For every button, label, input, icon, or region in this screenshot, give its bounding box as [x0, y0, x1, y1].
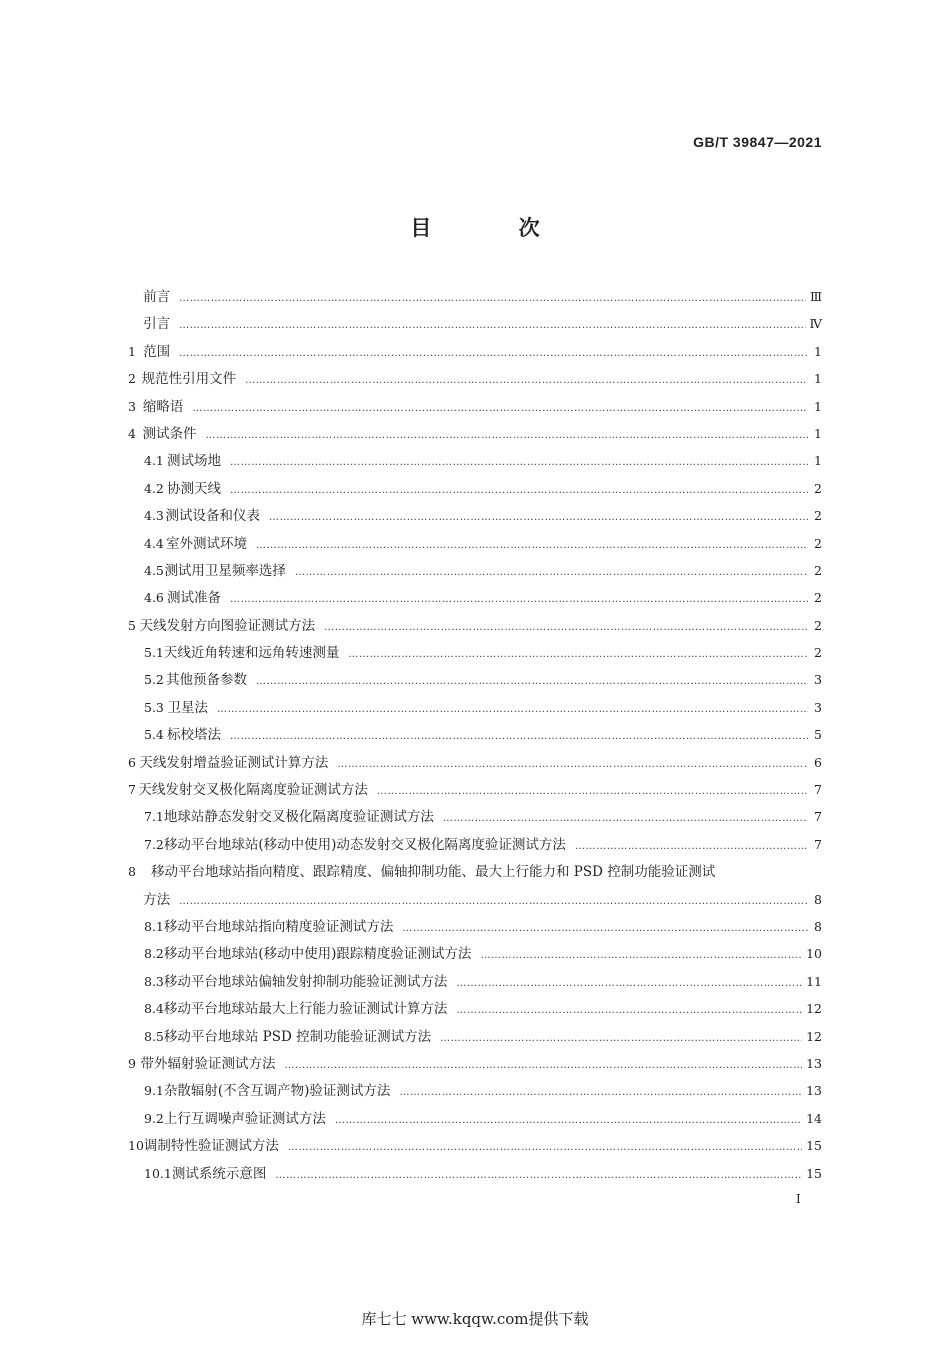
toc-entry-number: 9.1 [144, 1083, 164, 1099]
toc-leader-dots [179, 312, 805, 339]
toc-entry[interactable] [128, 858, 822, 885]
toc-entry[interactable] [128, 694, 822, 721]
toc-leader-dots [399, 1079, 802, 1106]
toc-entry[interactable] [128, 612, 822, 639]
toc-entry-page: Ⅳ [809, 316, 822, 332]
toc-entry-number: 7 [128, 782, 136, 798]
toc-entry-number: 4.2 [144, 480, 164, 496]
toc-entry-number: 8.5 [144, 1028, 164, 1044]
toc-entry-label: 杂散辐射(不含互调产物)验证测试方法 [163, 1083, 391, 1100]
toc-entry-number: 10 [128, 1138, 144, 1154]
toc-entry-page: 15 [806, 1165, 822, 1181]
toc-entry-number: 6 [128, 754, 136, 770]
toc-entry[interactable] [128, 1105, 822, 1132]
toc-entry-label: 范围 [143, 343, 171, 360]
toc-entry[interactable] [128, 776, 822, 803]
toc-entry[interactable] [128, 968, 822, 995]
toc-leader-dots [324, 614, 808, 641]
toc-entry-number: 8.1 [144, 918, 164, 934]
toc-entry[interactable] [128, 365, 822, 392]
toc-entry-page: 7 [814, 782, 822, 798]
toc-entry[interactable] [128, 1023, 822, 1050]
table-of-contents [128, 283, 822, 1187]
toc-entry-number: 5 [128, 617, 136, 633]
toc-entry-label: 卫星法 [167, 699, 209, 716]
toc-entry-page: Ⅲ [809, 289, 822, 304]
toc-entry-page: 1 [814, 453, 822, 469]
toc-entry-label: 移动平台地球站(移动中使用)动态发射交叉极化隔离度验证测试方法 [163, 836, 566, 853]
toc-entry-label: 引言 [143, 316, 171, 333]
toc-entry-number: 9 [128, 1055, 136, 1071]
toc-entry[interactable] [128, 393, 822, 420]
toc-entry[interactable] [128, 530, 822, 557]
toc-entry-label: 方法 [143, 891, 171, 908]
toc-entry-label: 测试用卫星频率选择 [164, 562, 286, 579]
toc-entry-number: 10.1 [144, 1165, 172, 1181]
toc-entry-page: 12 [806, 1001, 822, 1017]
toc-entry-page: 2 [814, 480, 822, 496]
toc-entry-page: 10 [806, 946, 822, 962]
toc-leader-dots [337, 751, 808, 778]
toc-entry-number: 4 [128, 425, 136, 441]
toc-entry[interactable] [128, 310, 822, 337]
toc-entry-label: 移动平台地球站(移动中使用)跟踪精度验证测试方法 [163, 946, 472, 963]
toc-entry-label: 协测天线 [167, 480, 222, 497]
toc-entry-number: 7.2 [144, 836, 164, 852]
toc-entry[interactable] [128, 1077, 822, 1104]
page-number: I [796, 1192, 801, 1206]
toc-leader-dots [480, 942, 802, 969]
toc-entry[interactable] [128, 475, 822, 502]
toc-entry[interactable] [128, 666, 822, 693]
toc-leader-dots [443, 805, 808, 832]
toc-leader-dots [402, 915, 808, 942]
toc-entry-label: 测试系统示意图 [171, 1165, 267, 1182]
standard-code: GB/T 39847—2021 [693, 134, 822, 150]
toc-entry[interactable] [128, 831, 822, 858]
toc-entry[interactable] [128, 1050, 822, 1077]
toc-entry-page: 1 [814, 425, 822, 441]
toc-entry-label: 规范性引用文件 [141, 371, 237, 388]
toc-leader-dots [230, 586, 808, 613]
toc-entry[interactable] [128, 995, 822, 1022]
toc-entry-label: 地球站静态发射交叉极化隔离度验证测试方法 [163, 809, 434, 826]
toc-entry-page: 15 [806, 1138, 822, 1154]
page-title: 目 次 [410, 216, 580, 240]
toc-leader-dots [456, 970, 802, 997]
toc-entry-page: 13 [806, 1083, 822, 1099]
toc-leader-dots [230, 449, 808, 476]
toc-entry-label: 移动平台地球站 PSD 控制功能验证测试方法 [163, 1028, 432, 1045]
toc-entry-label: 天线近角转速和远角转速测量 [163, 645, 340, 662]
toc-leader-dots [575, 833, 808, 860]
toc-leader-dots [440, 1025, 802, 1052]
toc-entry[interactable] [128, 749, 822, 776]
toc-entry-label: 前言 [143, 289, 171, 305]
toc-entry-label: 室外测试环境 [165, 535, 247, 552]
toc-entry-label: 移动平台地球站指向精度验证测试方法 [163, 918, 394, 935]
toc-entry-page: 1 [814, 343, 822, 359]
toc-entry-page: 11 [806, 973, 822, 989]
toc-entry-label: 标校塔法 [167, 727, 222, 744]
toc-entry-page: 12 [806, 1028, 822, 1044]
toc-entry-label: 带外辐射验证测试方法 [140, 1055, 276, 1072]
toc-leader-dots [288, 1134, 802, 1161]
toc-entry-label: 上行互调噪声验证测试方法 [163, 1110, 326, 1127]
toc-entry-number: 8.4 [144, 1001, 164, 1017]
toc-entry-number: 8.2 [144, 946, 164, 962]
toc-leader-dots [179, 340, 808, 367]
toc-entry-number: 5.4 [144, 727, 164, 743]
toc-entry[interactable] [128, 940, 822, 967]
toc-entry[interactable] [128, 420, 822, 447]
toc-entry[interactable] [128, 913, 822, 940]
toc-entry-page: 2 [814, 590, 822, 606]
toc-leader-dots [217, 696, 808, 723]
toc-entry[interactable] [128, 338, 822, 365]
toc-entry[interactable] [128, 557, 822, 584]
toc-entry-page: 2 [814, 645, 822, 661]
toc-leader-dots [245, 367, 808, 394]
toc-entry-page: 2 [814, 617, 822, 633]
toc-leader-dots [284, 1052, 802, 1079]
toc-entry[interactable] [128, 502, 822, 529]
toc-leader-dots [230, 723, 808, 750]
toc-entry[interactable] [128, 584, 822, 611]
toc-leader-dots [295, 559, 808, 586]
toc-entry-number: 1 [128, 343, 136, 359]
toc-leader-dots [456, 997, 802, 1024]
toc-entry-page: 8 [814, 891, 822, 907]
toc-entry-page: 2 [814, 562, 822, 578]
toc-leader-dots [256, 668, 808, 695]
toc-entry-page: 7 [814, 836, 822, 852]
toc-entry[interactable] [128, 886, 822, 913]
toc-leader-dots [377, 778, 808, 805]
toc-entry-number: 5.3 [144, 699, 164, 715]
toc-leader-dots [179, 285, 806, 312]
toc-entry-page: 8 [814, 918, 822, 934]
toc-leader-dots [275, 1162, 802, 1189]
toc-entry-number: 5.2 [144, 672, 164, 688]
toc-entry-number: 5.1 [144, 645, 164, 661]
toc-entry[interactable] [128, 283, 822, 310]
toc-entry-page: 5 [814, 727, 822, 743]
toc-entry-label: 其他预备参数 [165, 672, 247, 689]
toc-entry-page: 1 [814, 398, 822, 414]
toc-entry-number: 8 [128, 864, 136, 880]
toc-leader-dots [192, 395, 808, 422]
toc-entry-label: 移动平台地球站偏轴发射抑制功能验证测试方法 [163, 973, 448, 990]
toc-entry-page: 6 [814, 754, 822, 770]
toc-entry-label: 天线发射增益验证测试计算方法 [139, 754, 329, 771]
toc-entry-label: 测试设备和仪表 [165, 508, 260, 525]
toc-entry-number: 4.1 [144, 453, 164, 469]
toc-entry-label: 移动平台地球站指向精度、跟踪精度、偏轴抑制功能、最大上行能力和 PSD 控制功能验证测试 [151, 864, 716, 881]
toc-entry-label: 测试准备 [167, 590, 222, 607]
toc-entry-page: 13 [806, 1055, 822, 1071]
toc-leader-dots [256, 532, 808, 559]
toc-entry[interactable] [128, 721, 822, 748]
toc-entry-number: 7.1 [144, 809, 164, 825]
toc-entry-number: 4.4 [144, 535, 164, 551]
toc-entry[interactable] [128, 803, 822, 830]
toc-entry-page: 1 [814, 371, 822, 387]
toc-entry-number: 3 [128, 398, 136, 414]
toc-entry-number: 9.2 [144, 1110, 164, 1126]
toc-entry[interactable] [128, 639, 822, 666]
toc-entry-page: 14 [806, 1110, 822, 1126]
toc-entry-label: 天线发射方向图验证测试方法 [139, 617, 316, 634]
toc-entry-number: 4.6 [144, 590, 164, 606]
toc-entry-label: 移动平台地球站最大上行能力验证测试计算方法 [163, 1001, 448, 1018]
toc-entry-number: 2 [128, 371, 136, 387]
toc-entry-label: 天线发射交叉极化隔离度验证测试方法 [138, 782, 368, 799]
toc-leader-dots [269, 504, 808, 531]
toc-entry-page: 2 [814, 508, 822, 524]
toc-entry-label: 调制特性验证测试方法 [143, 1138, 279, 1155]
toc-entry-number: 8.3 [144, 973, 164, 989]
toc-entry-page: 7 [814, 809, 822, 825]
toc-entry[interactable] [128, 1160, 822, 1187]
toc-entry[interactable] [128, 447, 822, 474]
toc-entry-label: 缩略语 [142, 398, 184, 415]
toc-entry-page: 3 [814, 672, 822, 688]
toc-entry-label: 测试条件 [142, 425, 197, 442]
toc-entry-page: 2 [814, 535, 822, 551]
download-footer: 库七七 www.kqqw.com提供下载 [361, 1310, 589, 1328]
toc-entry-label: 测试场地 [167, 453, 222, 470]
toc-entry-number: 4.5 [144, 562, 164, 578]
toc-entry-number: 4.3 [144, 508, 164, 524]
toc-leader-dots [335, 1107, 802, 1134]
toc-leader-dots [179, 888, 808, 915]
toc-leader-dots [230, 477, 808, 504]
toc-leader-dots [206, 422, 808, 449]
toc-leader-dots [348, 641, 808, 668]
toc-entry[interactable] [128, 1132, 822, 1159]
toc-entry-page: 3 [814, 699, 822, 715]
